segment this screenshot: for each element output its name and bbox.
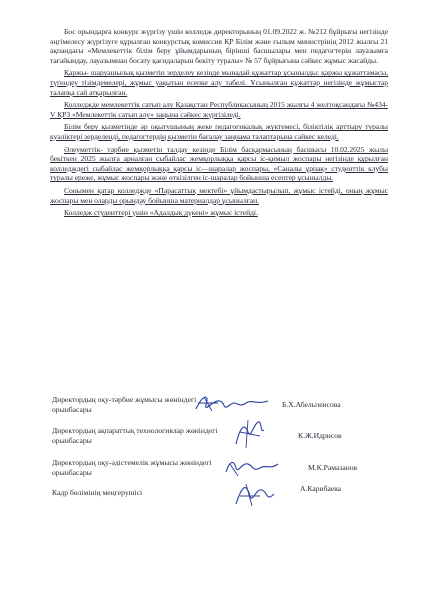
handwritten-signature	[192, 389, 272, 419]
signatory-title: Директордың ақпараттық технологиялар жөніндегі орынбасары	[52, 426, 218, 445]
paragraph-integrity-school: Сонымен қатар колледжде «Парасаттық мектебі» ұйымдастырылып, жұмыс істейді, оның жұмыс жоспары мен оларды орындау бойынша материалдар ұсынылған.	[50, 185, 388, 205]
signatory-title: Директордың оқу-әдістемелік жұмысы жөніндегі орынбасары	[52, 458, 212, 477]
handwritten-signature	[230, 418, 270, 450]
signatory-name: К.Ж.Идрисов	[298, 431, 342, 440]
signatory-row	[52, 486, 392, 518]
paragraph-education: Білім беру қызметінде әр оқытушының жеке педагогикалық жүктемесі, біліктілік арттыру туралы куәліктері зерделенді, педагогтердің қызметін бағалау заңнама талаптарына сәйкес келеді.	[50, 122, 388, 141]
paragraph-social: Әлеуметтік- тәрбие қызметін талдау кезінде Білім басқармасының басшысы 10.02.2025 жылы бекіткен 2025 жылға арналған сыбайлас жемқорлыққа қарсы іс-қимыл жоспары негізінде құрылған колледждегі сыбайлас жемқорлыққа қарсы іс—шаралар жоспары, «Саналы ұрпақ» студенттік клубы туралы ереже, жұмыс жоспары және өткізілген іс-шаралар бойынша есептер ұсынылды.	[50, 144, 388, 183]
signatory-title: Директордың оқу-тәрбие жұмысы жөніндегі орынбасары	[52, 395, 197, 414]
paragraph-commission: Бос орындарға конкурс жүргізу үшін колледж директорының 01.09.2022 ж. №212 бұйрығы негізінде әңгімелесу жүргізуге құрылған конкурстық комиссия ҚР Білім және ғылым министрінің 2012 жылғы 21 ақпандағы «Мемлекеттік білім беру ұйымдарының бірінші басшылары мен педагогтерін лауазымға тағайындау, лауазымнан босату қағидаларын бекіту туралы» № 57 бұйрығына сәйкес жұмыс жасайды.	[50, 27, 388, 65]
handwritten-signature	[222, 454, 282, 482]
handwritten-signature	[232, 480, 278, 510]
signatory-name: Б.Х.Абельпеисова	[282, 400, 341, 409]
signatory-title: Кадр бөлімінің меңгерушісі	[52, 488, 143, 497]
signatory-name: А.Карибаева	[300, 484, 342, 493]
paragraph-procurement: Колледжде мемлекеттік сатып алу Қазақстан Республикасының 2015 жылғы 4 желтоқсандағы №434- V ҚРЗ «Мемлекеттік сатып алу» заңына сәйкес жүргізіледі.	[50, 100, 388, 119]
signatory-row	[52, 395, 392, 427]
document-body	[50, 27, 388, 221]
paragraph-honesty-shop: Колледж студенттері үшін «Адалдық дүкені» жұмыс істейді.	[64, 208, 258, 218]
signatory-name: М.К.Рамазанов	[308, 463, 358, 472]
paragraph-finance: Қаржы- шаруашылық қызметін зерделеу кезінде мынадай құжаттар ұсынылды: қаржы құжаттамасы, түгендеу тізімдемелері, жұмыс уақытын есепке алу табелі. Ұсынылған құжаттар негізінде жұмыстар талапқа сай атқарылған.	[50, 68, 388, 97]
